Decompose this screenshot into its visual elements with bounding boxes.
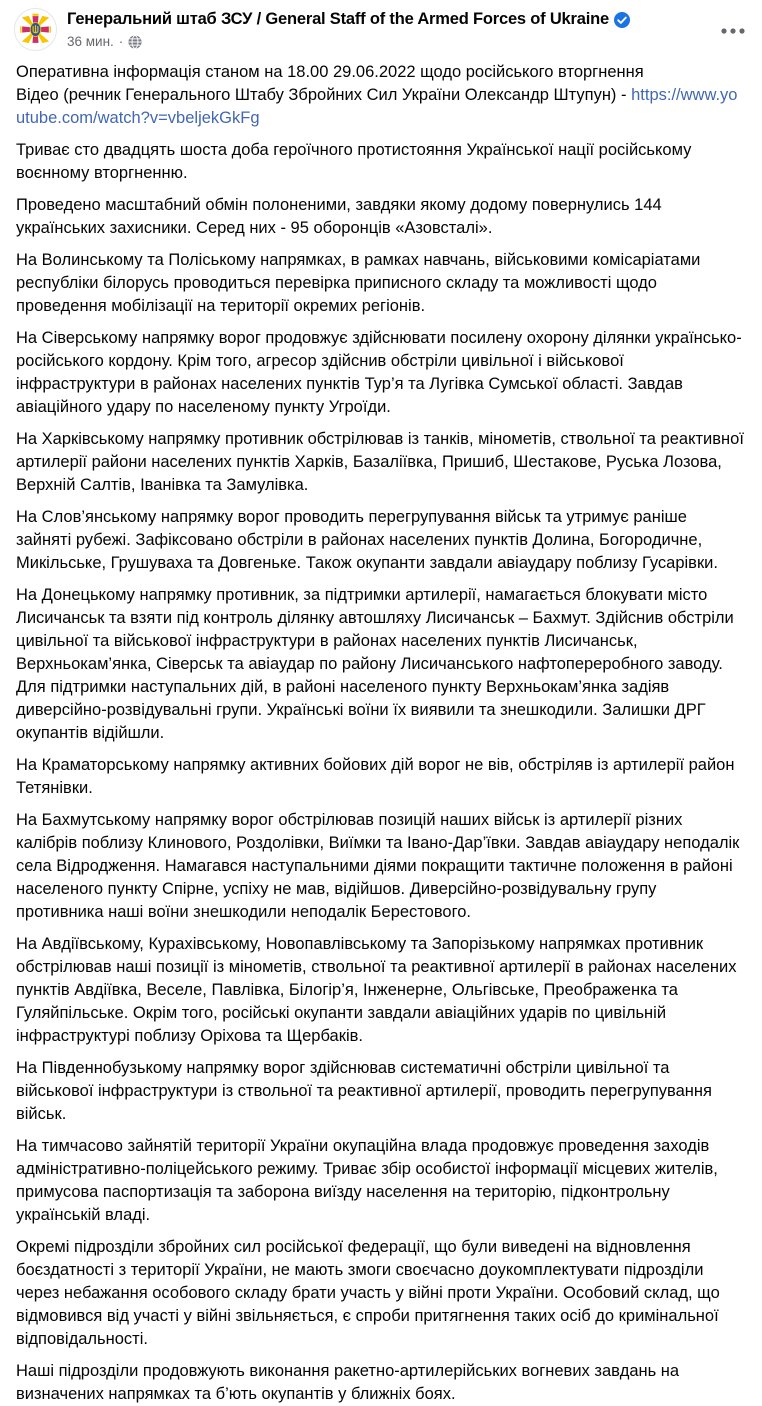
globe-public-icon bbox=[128, 35, 142, 49]
post-paragraph: На Слов’янському напрямку ворог проводить перегрупування військ та утримує раніше зайняті рубежі. Зафіксовано обстріли в районах населених пунктів Долина, Богородичне, Микільське, Грушуваха та Довгеньке. Також окупанти завдали авіаудару поблизу Гусарівки. bbox=[16, 508, 718, 572]
general-staff-emblem-icon bbox=[15, 37, 56, 54]
meta-separator: · bbox=[118, 34, 124, 49]
post-paragraph: На Донецькому напрямку противник, за підтримки артилерії, намагається блокувати місто Лисичанськ та взяти під контроль ділянку автошляху Лисичанськ – Бахмут. Здійснив обстріли цивільної та військової інфраструктури в районах населених пунктів Лисичанськ, Верхньокам’янка, Сіверськ та авіаудар по району Лисичанського нафтопереробного заводу. Для підтримки наступальних дій, в районі населеного пункту Верхньокам’янка задіяв диверсійно-розвідувальні групи. Українські воїни їх виявили та знешкодили. Залишки ДРГ окупантів відійшли. bbox=[16, 586, 734, 742]
ellipsis-menu-icon bbox=[720, 27, 746, 35]
timestamp-link[interactable]: 36 мин. bbox=[67, 34, 114, 49]
verified-badge-icon bbox=[614, 12, 630, 28]
avatar[interactable] bbox=[14, 8, 57, 51]
post-paragraph: Окремі підрозділи збройних сил російської федерації, що були виведені на відновлення боєздатності з території України, не мають змоги своєчасно доукомплектувати підрозділи через небажання особового складу брати участь у війні проти України. Особовий склад, що відмовився від участі у війні звільняється, є спроби притягнення таких осіб до кримінальної відповідальності. bbox=[16, 1238, 720, 1348]
post-paragraph: На тимчасово зайнятій території України окупаційна влада продовжує проведення заходів адміністративно-поліцейського режиму. Триває збір особистої інформації місцевих жителів, примусова паспортизація та заборона виїзду населення на територію, підконтрольну українській владі. bbox=[16, 1137, 718, 1224]
youtube-link[interactable]: https://www.youtube.com/watch?v=vbeljekGkFg bbox=[16, 86, 738, 127]
post-paragraph: На Бахмутському напрямку ворог обстрілював позицій наших військ із артилерії різних калібрів поблизу Клинового, Роздолівки, Виїмки та Івано-Дар’ївки. Завдав авіаудару неподалік села Відродження. Намагався наступальними діями покращити тактичне положення в районі населеного пункту Спірне, успіху не мав, відійшов. Диверсійно-розвідувальну групу противника наші воїни знешкодили неподалік Берестового. bbox=[16, 811, 740, 921]
post-paragraph: На Волинському та Поліському напрямках, в рамках навчань, військовими комісаріатами республіки білорусь проводиться перевірка приписного складу та можливості щодо проведення мобілізації на території окремих регіонів. bbox=[16, 251, 701, 315]
post-paragraph: На Південнобузькому напрямку ворог здійснював систематичні обстріли цивільної та військової інфраструктури із ствольної та реактивної артилерії, проводить перегрупування військ. bbox=[16, 1059, 712, 1123]
post-paragraph: Наші підрозділи продовжують виконання ракетно-артилерійських вогневих завдань на визначених напрямках та б’ють окупантів у ближніх боях. bbox=[16, 1362, 680, 1403]
post-paragraph: Триває сто двадцять шоста доба героїчного протистояння Української нації російському воєнному вторгненню. bbox=[16, 141, 692, 182]
page-name-link[interactable]: Генеральний штаб ЗСУ / General Staff of the Armed Forces of Ukraine bbox=[67, 10, 609, 28]
post-paragraph: На Авдіївському, Курахівському, Новопавлівському та Запорізькому напрямках противник обстрілював наші позиції із мінометів, ствольної та реактивної артилерії в районах населених пунктів Авдіївка, Веселе, Павлівка, Білогір’я, Інженерне, Ольгівське, Преображенка та Гуляйпільське. Окрім того, російські окупанти завдали авіаційних ударів по цивільній інфраструктурі поблизу Оріхова та Щербаків. bbox=[16, 935, 737, 1045]
post-paragraph: На Сіверському напрямку ворог продовжує здійснювати посилену охорону ділянки українсько-російського кордону. Крім того, агресор здійснив обстріли цивільної і військової інфраструктури в районах населених пунктів Тур’я та Лугівка Сумської області. Завдав авіаційного удару по населеному пункту Угроїди. bbox=[16, 329, 742, 416]
post-paragraph: На Краматорському напрямку активних бойових дій ворог не вів, обстріляв із артилерії район Тетянівки. bbox=[16, 756, 735, 797]
post-paragraph: На Харківському напрямку противник обстрілював із танків, мінометів, ствольної та реактивної артилерії райони населених пунктів Харків, Базаліївка, Пришиб, Шестакове, Руська Лозова, Верхній Салтів, Іванівка та Замулівка. bbox=[16, 430, 744, 494]
intro-line1: Оперативна інформація станом на 18.00 29.06.2022 щодо російського вторгнення bbox=[16, 63, 644, 81]
post-header bbox=[0, 0, 762, 53]
post-body bbox=[0, 53, 762, 1406]
post-menu-button[interactable] bbox=[716, 14, 750, 48]
post-paragraphs bbox=[16, 139, 746, 1406]
post-paragraph: Проведено масштабний обмін полоненими, завдяки якому додому повернулись 144 українських захисники. Серед них - 95 оборонців «Азовсталі». bbox=[16, 196, 662, 237]
post-intro-paragraph bbox=[16, 61, 746, 130]
intro-line2: Відео (речник Генерального Штабу Збройних Сил України Олександр Штупун) - bbox=[16, 86, 627, 104]
header-text bbox=[67, 8, 716, 50]
